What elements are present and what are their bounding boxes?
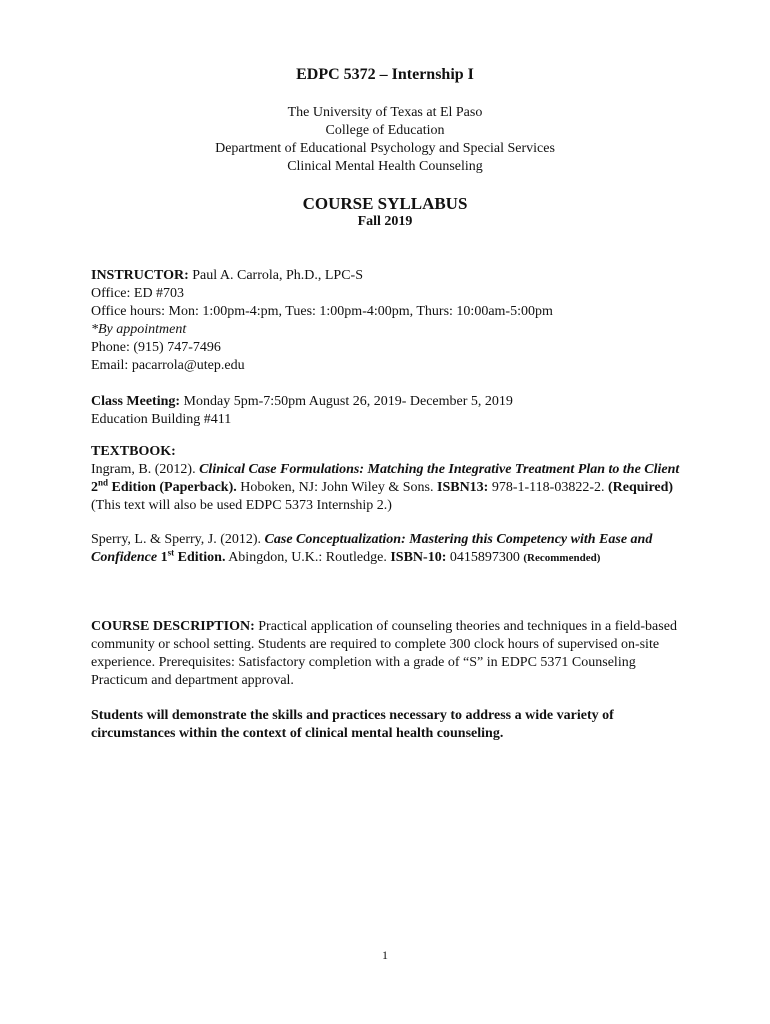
college-name: College of Education bbox=[325, 123, 445, 138]
book1-authors: Ingram, B. (2012). bbox=[91, 462, 200, 477]
class-meeting-label: Class Meeting: bbox=[91, 394, 181, 409]
textbook-entry-2 bbox=[91, 531, 691, 567]
email-line: Email: pacarrola@utep.edu bbox=[91, 358, 245, 373]
course-description-block bbox=[91, 618, 691, 690]
book1-note: (This text will also be used EDPC 5373 Internship 2.) bbox=[91, 498, 392, 513]
office-line: Office: ED #703 bbox=[91, 286, 185, 301]
instructor-label: INSTRUCTOR: bbox=[91, 268, 189, 283]
book2-isbn: 0415897300 bbox=[446, 550, 524, 565]
book2-isbn-label: ISBN-10: bbox=[390, 550, 447, 565]
course-title: EDPC 5372 – Internship I bbox=[296, 66, 474, 83]
institution-block bbox=[0, 104, 770, 176]
book1-publisher: Hoboken, NJ: John Wiley & Sons. bbox=[236, 480, 437, 495]
textbook-entry-1 bbox=[91, 461, 691, 515]
book1-isbn-label: ISBN13: bbox=[437, 480, 489, 495]
instructor-line bbox=[91, 267, 691, 285]
textbook-entry-2-block bbox=[91, 531, 691, 567]
book2-edition-sup: st bbox=[167, 547, 175, 558]
phone-line: Phone: (915) 747-7496 bbox=[91, 340, 221, 355]
course-description-text: Practical application of counseling theories and techniques in a field-based community or school setting. Students are required to complete 300 clock hours of supervised on-site experience. Prerequisites: Satisfactory completion with a grade of “S” in EDPC 5371 Counseling Practicum and department approval. bbox=[91, 619, 677, 688]
book2-publisher: Abingdon, U.K.: Routledge. bbox=[225, 550, 391, 565]
textbook-block bbox=[91, 443, 691, 515]
term-label: Fall 2019 bbox=[357, 214, 413, 229]
appointment-line: *By appointment bbox=[91, 322, 187, 337]
textbook-label: TEXTBOOK: bbox=[91, 444, 176, 459]
instructor-block bbox=[91, 267, 691, 375]
book1-isbn: 978-1-118-03822-2. bbox=[488, 480, 608, 495]
book1-required: (Required) bbox=[608, 480, 674, 495]
instructor-name: Paul A. Carrola, Ph.D., LPC-S bbox=[188, 268, 363, 283]
book2-title: Case Conceptualization: Mastering this Competency with Ease and Confidence bbox=[91, 532, 653, 565]
book1-edition-num: 2 bbox=[91, 480, 98, 495]
office-hours-line: Office hours: Mon: 1:00pm-4:pm, Tues: 1:00pm-4:00pm, Thurs: 10:00am-5:00pm bbox=[91, 304, 553, 319]
class-location: Education Building #411 bbox=[91, 412, 232, 427]
program-name: Clinical Mental Health Counseling bbox=[287, 159, 483, 174]
book2-recommended: (Recommended) bbox=[523, 552, 601, 564]
book1-edition-sup: nd bbox=[98, 477, 109, 488]
course-description bbox=[91, 618, 691, 690]
book1-edition: Edition (Paperback). bbox=[108, 480, 237, 495]
learning-statement: Students will demonstrate the skills and practices necessary to address a wide variety of circumstances within the context of clinical mental health counseling. bbox=[91, 708, 614, 741]
book2-edition: Edition. bbox=[174, 550, 226, 565]
department-name: Department of Educational Psychology and Special Services bbox=[215, 141, 555, 156]
class-meeting-block bbox=[91, 393, 691, 429]
syllabus-heading: COURSE SYLLABUS bbox=[302, 194, 468, 213]
course-description-label: COURSE DESCRIPTION: bbox=[91, 619, 255, 634]
book2-authors: Sperry, L. & Sperry, J. (2012). bbox=[91, 532, 265, 547]
class-meeting-line bbox=[91, 393, 691, 411]
university-name: The University of Texas at El Paso bbox=[287, 105, 483, 120]
class-meeting-time: Monday 5pm-7:50pm August 26, 2019- December 5, 2019 bbox=[180, 394, 513, 409]
page-number: 1 bbox=[382, 948, 388, 962]
book2-edition-num: 1 bbox=[157, 550, 168, 565]
book1-title: Clinical Case Formulations: Matching the Integrative Treatment Plan to the Client bbox=[199, 462, 680, 477]
